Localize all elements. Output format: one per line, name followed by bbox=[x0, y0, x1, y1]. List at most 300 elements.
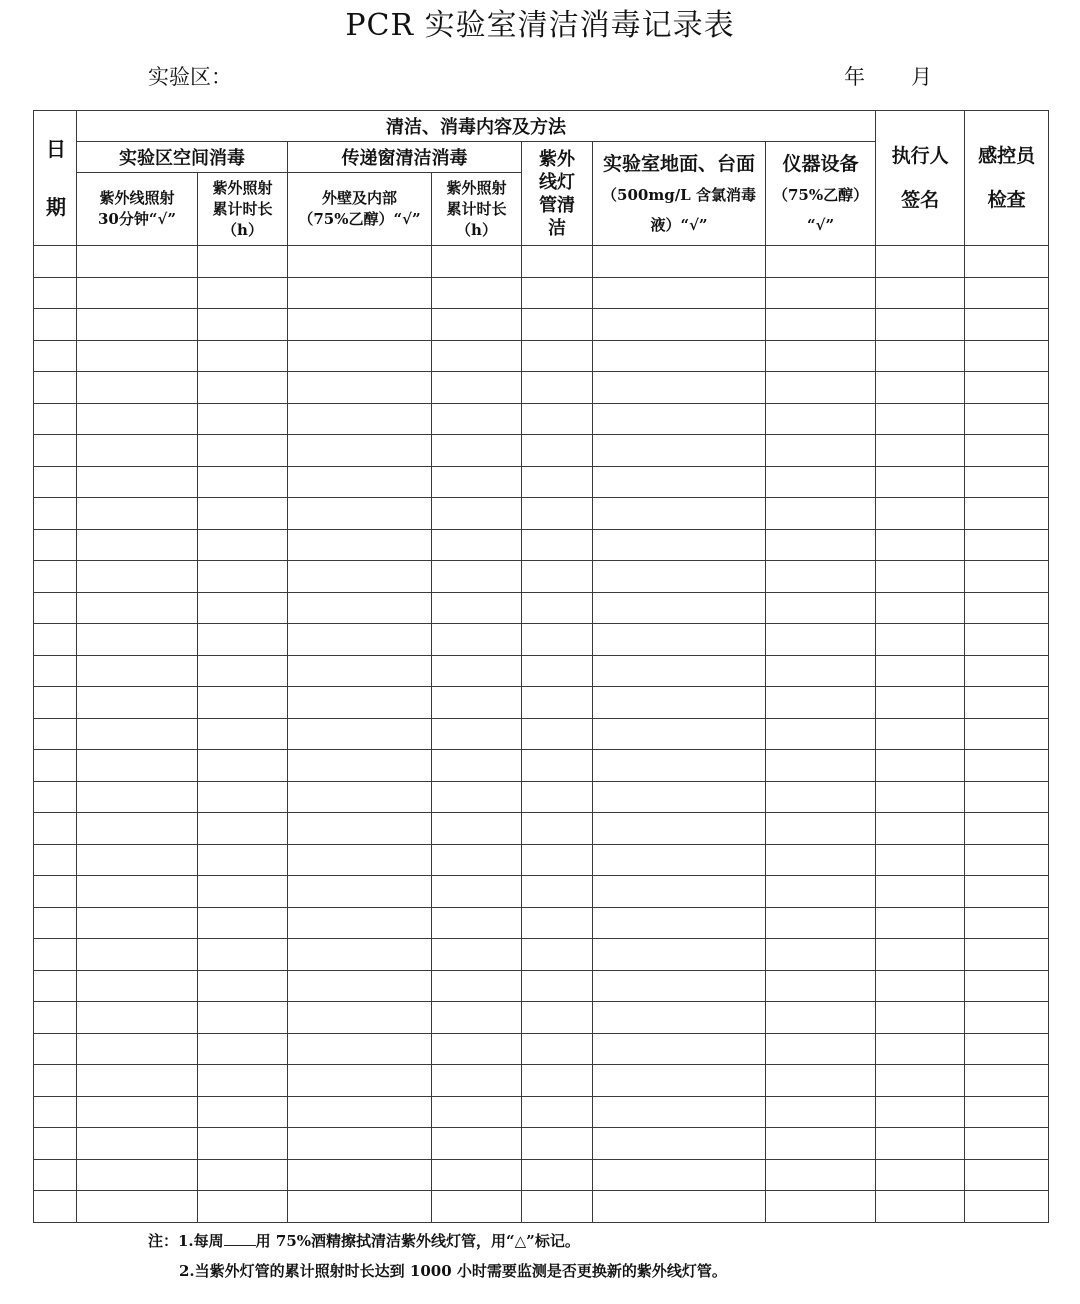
floor-cell[interactable] bbox=[593, 655, 766, 687]
space-hours-cell[interactable] bbox=[198, 340, 288, 372]
executor-cell[interactable] bbox=[876, 687, 965, 719]
executor-cell[interactable] bbox=[876, 592, 965, 624]
inspector-cell[interactable] bbox=[965, 907, 1049, 939]
instrument-cell[interactable] bbox=[766, 687, 876, 719]
window-hours-cell[interactable] bbox=[432, 592, 522, 624]
floor-cell[interactable] bbox=[593, 466, 766, 498]
window-wall-cell[interactable] bbox=[288, 939, 432, 971]
uv-lamp-cell[interactable] bbox=[522, 1159, 593, 1191]
inspector-cell[interactable] bbox=[965, 340, 1049, 372]
space-uv-cell[interactable] bbox=[77, 561, 198, 593]
instrument-cell[interactable] bbox=[766, 403, 876, 435]
date-cell[interactable] bbox=[34, 939, 77, 971]
floor-cell[interactable] bbox=[593, 372, 766, 404]
window-hours-cell[interactable] bbox=[432, 1128, 522, 1160]
window-wall-cell[interactable] bbox=[288, 466, 432, 498]
instrument-cell[interactable] bbox=[766, 624, 876, 656]
space-hours-cell[interactable] bbox=[198, 876, 288, 908]
space-uv-cell[interactable] bbox=[77, 844, 198, 876]
space-hours-cell[interactable] bbox=[198, 1033, 288, 1065]
window-wall-cell[interactable] bbox=[288, 529, 432, 561]
space-uv-cell[interactable] bbox=[77, 876, 198, 908]
space-hours-cell[interactable] bbox=[198, 1159, 288, 1191]
executor-cell[interactable] bbox=[876, 718, 965, 750]
window-hours-cell[interactable] bbox=[432, 781, 522, 813]
inspector-cell[interactable] bbox=[965, 750, 1049, 782]
executor-cell[interactable] bbox=[876, 561, 965, 593]
date-cell[interactable] bbox=[34, 1159, 77, 1191]
space-hours-cell[interactable] bbox=[198, 309, 288, 341]
window-wall-cell[interactable] bbox=[288, 246, 432, 278]
weekly-blank-field[interactable] bbox=[224, 1231, 256, 1246]
floor-cell[interactable] bbox=[593, 1128, 766, 1160]
date-cell[interactable] bbox=[34, 718, 77, 750]
date-cell[interactable] bbox=[34, 970, 77, 1002]
instrument-cell[interactable] bbox=[766, 372, 876, 404]
floor-cell[interactable] bbox=[593, 1191, 766, 1223]
uv-lamp-cell[interactable] bbox=[522, 592, 593, 624]
uv-lamp-cell[interactable] bbox=[522, 624, 593, 656]
instrument-cell[interactable] bbox=[766, 435, 876, 467]
instrument-cell[interactable] bbox=[766, 939, 876, 971]
executor-cell[interactable] bbox=[876, 246, 965, 278]
instrument-cell[interactable] bbox=[766, 907, 876, 939]
window-hours-cell[interactable] bbox=[432, 498, 522, 530]
floor-cell[interactable] bbox=[593, 435, 766, 467]
executor-cell[interactable] bbox=[876, 403, 965, 435]
inspector-cell[interactable] bbox=[965, 1065, 1049, 1097]
window-hours-cell[interactable] bbox=[432, 907, 522, 939]
window-hours-cell[interactable] bbox=[432, 813, 522, 845]
space-hours-cell[interactable] bbox=[198, 435, 288, 467]
executor-cell[interactable] bbox=[876, 939, 965, 971]
space-uv-cell[interactable] bbox=[77, 970, 198, 1002]
uv-lamp-cell[interactable] bbox=[522, 718, 593, 750]
instrument-cell[interactable] bbox=[766, 1002, 876, 1034]
date-cell[interactable] bbox=[34, 687, 77, 719]
window-hours-cell[interactable] bbox=[432, 718, 522, 750]
floor-cell[interactable] bbox=[593, 340, 766, 372]
inspector-cell[interactable] bbox=[965, 466, 1049, 498]
date-cell[interactable] bbox=[34, 1128, 77, 1160]
date-cell[interactable] bbox=[34, 1033, 77, 1065]
date-cell[interactable] bbox=[34, 561, 77, 593]
date-cell[interactable] bbox=[34, 781, 77, 813]
floor-cell[interactable] bbox=[593, 1159, 766, 1191]
space-hours-cell[interactable] bbox=[198, 939, 288, 971]
floor-cell[interactable] bbox=[593, 277, 766, 309]
uv-lamp-cell[interactable] bbox=[522, 876, 593, 908]
executor-cell[interactable] bbox=[876, 466, 965, 498]
window-wall-cell[interactable] bbox=[288, 1065, 432, 1097]
instrument-cell[interactable] bbox=[766, 1033, 876, 1065]
instrument-cell[interactable] bbox=[766, 970, 876, 1002]
window-hours-cell[interactable] bbox=[432, 876, 522, 908]
date-cell[interactable] bbox=[34, 403, 77, 435]
window-hours-cell[interactable] bbox=[432, 466, 522, 498]
uv-lamp-cell[interactable] bbox=[522, 939, 593, 971]
window-wall-cell[interactable] bbox=[288, 592, 432, 624]
window-wall-cell[interactable] bbox=[288, 781, 432, 813]
date-cell[interactable] bbox=[34, 844, 77, 876]
space-uv-cell[interactable] bbox=[77, 781, 198, 813]
space-uv-cell[interactable] bbox=[77, 1159, 198, 1191]
instrument-cell[interactable] bbox=[766, 246, 876, 278]
date-cell[interactable] bbox=[34, 1191, 77, 1223]
window-hours-cell[interactable] bbox=[432, 687, 522, 719]
space-hours-cell[interactable] bbox=[198, 529, 288, 561]
space-uv-cell[interactable] bbox=[77, 687, 198, 719]
window-hours-cell[interactable] bbox=[432, 844, 522, 876]
space-uv-cell[interactable] bbox=[77, 1002, 198, 1034]
executor-cell[interactable] bbox=[876, 655, 965, 687]
space-uv-cell[interactable] bbox=[77, 435, 198, 467]
uv-lamp-cell[interactable] bbox=[522, 1065, 593, 1097]
space-uv-cell[interactable] bbox=[77, 403, 198, 435]
executor-cell[interactable] bbox=[876, 340, 965, 372]
window-wall-cell[interactable] bbox=[288, 403, 432, 435]
date-cell[interactable] bbox=[34, 529, 77, 561]
window-wall-cell[interactable] bbox=[288, 1002, 432, 1034]
floor-cell[interactable] bbox=[593, 876, 766, 908]
space-hours-cell[interactable] bbox=[198, 1096, 288, 1128]
window-hours-cell[interactable] bbox=[432, 1191, 522, 1223]
window-hours-cell[interactable] bbox=[432, 529, 522, 561]
window-wall-cell[interactable] bbox=[288, 687, 432, 719]
window-hours-cell[interactable] bbox=[432, 561, 522, 593]
instrument-cell[interactable] bbox=[766, 277, 876, 309]
date-cell[interactable] bbox=[34, 907, 77, 939]
instrument-cell[interactable] bbox=[766, 750, 876, 782]
window-wall-cell[interactable] bbox=[288, 309, 432, 341]
window-hours-cell[interactable] bbox=[432, 1096, 522, 1128]
uv-lamp-cell[interactable] bbox=[522, 309, 593, 341]
uv-lamp-cell[interactable] bbox=[522, 403, 593, 435]
space-uv-cell[interactable] bbox=[77, 246, 198, 278]
executor-cell[interactable] bbox=[876, 876, 965, 908]
inspector-cell[interactable] bbox=[965, 718, 1049, 750]
date-cell[interactable] bbox=[34, 277, 77, 309]
floor-cell[interactable] bbox=[593, 781, 766, 813]
instrument-cell[interactable] bbox=[766, 1191, 876, 1223]
uv-lamp-cell[interactable] bbox=[522, 750, 593, 782]
date-cell[interactable] bbox=[34, 592, 77, 624]
space-uv-cell[interactable] bbox=[77, 1033, 198, 1065]
window-wall-cell[interactable] bbox=[288, 1128, 432, 1160]
inspector-cell[interactable] bbox=[965, 309, 1049, 341]
inspector-cell[interactable] bbox=[965, 246, 1049, 278]
space-uv-cell[interactable] bbox=[77, 1128, 198, 1160]
window-wall-cell[interactable] bbox=[288, 907, 432, 939]
floor-cell[interactable] bbox=[593, 750, 766, 782]
space-hours-cell[interactable] bbox=[198, 372, 288, 404]
inspector-cell[interactable] bbox=[965, 844, 1049, 876]
inspector-cell[interactable] bbox=[965, 1128, 1049, 1160]
executor-cell[interactable] bbox=[876, 781, 965, 813]
inspector-cell[interactable] bbox=[965, 655, 1049, 687]
window-wall-cell[interactable] bbox=[288, 435, 432, 467]
floor-cell[interactable] bbox=[593, 403, 766, 435]
floor-cell[interactable] bbox=[593, 970, 766, 1002]
window-wall-cell[interactable] bbox=[288, 844, 432, 876]
inspector-cell[interactable] bbox=[965, 1002, 1049, 1034]
space-hours-cell[interactable] bbox=[198, 624, 288, 656]
uv-lamp-cell[interactable] bbox=[522, 1128, 593, 1160]
executor-cell[interactable] bbox=[876, 277, 965, 309]
executor-cell[interactable] bbox=[876, 309, 965, 341]
inspector-cell[interactable] bbox=[965, 1191, 1049, 1223]
floor-cell[interactable] bbox=[593, 907, 766, 939]
window-hours-cell[interactable] bbox=[432, 403, 522, 435]
executor-cell[interactable] bbox=[876, 1033, 965, 1065]
floor-cell[interactable] bbox=[593, 1096, 766, 1128]
space-uv-cell[interactable] bbox=[77, 1096, 198, 1128]
floor-cell[interactable] bbox=[593, 246, 766, 278]
window-hours-cell[interactable] bbox=[432, 340, 522, 372]
window-hours-cell[interactable] bbox=[432, 624, 522, 656]
executor-cell[interactable] bbox=[876, 1065, 965, 1097]
window-hours-cell[interactable] bbox=[432, 750, 522, 782]
space-hours-cell[interactable] bbox=[198, 277, 288, 309]
date-cell[interactable] bbox=[34, 876, 77, 908]
floor-cell[interactable] bbox=[593, 813, 766, 845]
window-hours-cell[interactable] bbox=[432, 939, 522, 971]
date-cell[interactable] bbox=[34, 435, 77, 467]
window-wall-cell[interactable] bbox=[288, 1096, 432, 1128]
uv-lamp-cell[interactable] bbox=[522, 561, 593, 593]
floor-cell[interactable] bbox=[593, 498, 766, 530]
instrument-cell[interactable] bbox=[766, 529, 876, 561]
window-wall-cell[interactable] bbox=[288, 750, 432, 782]
window-hours-cell[interactable] bbox=[432, 435, 522, 467]
space-hours-cell[interactable] bbox=[198, 687, 288, 719]
inspector-cell[interactable] bbox=[965, 277, 1049, 309]
floor-cell[interactable] bbox=[593, 529, 766, 561]
window-wall-cell[interactable] bbox=[288, 655, 432, 687]
space-hours-cell[interactable] bbox=[198, 655, 288, 687]
instrument-cell[interactable] bbox=[766, 561, 876, 593]
window-hours-cell[interactable] bbox=[432, 277, 522, 309]
instrument-cell[interactable] bbox=[766, 1065, 876, 1097]
space-uv-cell[interactable] bbox=[77, 1191, 198, 1223]
space-uv-cell[interactable] bbox=[77, 372, 198, 404]
date-cell[interactable] bbox=[34, 246, 77, 278]
window-hours-cell[interactable] bbox=[432, 970, 522, 1002]
inspector-cell[interactable] bbox=[965, 403, 1049, 435]
window-hours-cell[interactable] bbox=[432, 1159, 522, 1191]
date-cell[interactable] bbox=[34, 309, 77, 341]
window-wall-cell[interactable] bbox=[288, 498, 432, 530]
inspector-cell[interactable] bbox=[965, 781, 1049, 813]
inspector-cell[interactable] bbox=[965, 876, 1049, 908]
inspector-cell[interactable] bbox=[965, 529, 1049, 561]
executor-cell[interactable] bbox=[876, 529, 965, 561]
uv-lamp-cell[interactable] bbox=[522, 435, 593, 467]
window-wall-cell[interactable] bbox=[288, 1191, 432, 1223]
instrument-cell[interactable] bbox=[766, 813, 876, 845]
space-uv-cell[interactable] bbox=[77, 340, 198, 372]
instrument-cell[interactable] bbox=[766, 781, 876, 813]
space-hours-cell[interactable] bbox=[198, 561, 288, 593]
space-hours-cell[interactable] bbox=[198, 844, 288, 876]
inspector-cell[interactable] bbox=[965, 561, 1049, 593]
window-wall-cell[interactable] bbox=[288, 340, 432, 372]
inspector-cell[interactable] bbox=[965, 592, 1049, 624]
date-cell[interactable] bbox=[34, 340, 77, 372]
floor-cell[interactable] bbox=[593, 1002, 766, 1034]
instrument-cell[interactable] bbox=[766, 1159, 876, 1191]
uv-lamp-cell[interactable] bbox=[522, 1096, 593, 1128]
date-cell[interactable] bbox=[34, 750, 77, 782]
inspector-cell[interactable] bbox=[965, 939, 1049, 971]
window-hours-cell[interactable] bbox=[432, 655, 522, 687]
space-uv-cell[interactable] bbox=[77, 309, 198, 341]
executor-cell[interactable] bbox=[876, 970, 965, 1002]
space-hours-cell[interactable] bbox=[198, 813, 288, 845]
inspector-cell[interactable] bbox=[965, 970, 1049, 1002]
instrument-cell[interactable] bbox=[766, 718, 876, 750]
instrument-cell[interactable] bbox=[766, 340, 876, 372]
space-uv-cell[interactable] bbox=[77, 466, 198, 498]
floor-cell[interactable] bbox=[593, 624, 766, 656]
executor-cell[interactable] bbox=[876, 498, 965, 530]
uv-lamp-cell[interactable] bbox=[522, 1033, 593, 1065]
space-hours-cell[interactable] bbox=[198, 1065, 288, 1097]
uv-lamp-cell[interactable] bbox=[522, 1191, 593, 1223]
executor-cell[interactable] bbox=[876, 750, 965, 782]
window-wall-cell[interactable] bbox=[288, 970, 432, 1002]
window-hours-cell[interactable] bbox=[432, 1002, 522, 1034]
executor-cell[interactable] bbox=[876, 1159, 965, 1191]
space-hours-cell[interactable] bbox=[198, 403, 288, 435]
space-uv-cell[interactable] bbox=[77, 718, 198, 750]
space-uv-cell[interactable] bbox=[77, 624, 198, 656]
floor-cell[interactable] bbox=[593, 1065, 766, 1097]
instrument-cell[interactable] bbox=[766, 844, 876, 876]
uv-lamp-cell[interactable] bbox=[522, 813, 593, 845]
uv-lamp-cell[interactable] bbox=[522, 907, 593, 939]
executor-cell[interactable] bbox=[876, 624, 965, 656]
floor-cell[interactable] bbox=[593, 687, 766, 719]
window-wall-cell[interactable] bbox=[288, 372, 432, 404]
space-uv-cell[interactable] bbox=[77, 592, 198, 624]
inspector-cell[interactable] bbox=[965, 687, 1049, 719]
instrument-cell[interactable] bbox=[766, 592, 876, 624]
inspector-cell[interactable] bbox=[965, 624, 1049, 656]
uv-lamp-cell[interactable] bbox=[522, 340, 593, 372]
date-cell[interactable] bbox=[34, 1002, 77, 1034]
window-hours-cell[interactable] bbox=[432, 372, 522, 404]
executor-cell[interactable] bbox=[876, 1191, 965, 1223]
space-hours-cell[interactable] bbox=[198, 1002, 288, 1034]
window-wall-cell[interactable] bbox=[288, 277, 432, 309]
inspector-cell[interactable] bbox=[965, 498, 1049, 530]
space-uv-cell[interactable] bbox=[77, 907, 198, 939]
inspector-cell[interactable] bbox=[965, 813, 1049, 845]
floor-cell[interactable] bbox=[593, 939, 766, 971]
executor-cell[interactable] bbox=[876, 1096, 965, 1128]
date-cell[interactable] bbox=[34, 1096, 77, 1128]
space-hours-cell[interactable] bbox=[198, 498, 288, 530]
floor-cell[interactable] bbox=[593, 844, 766, 876]
space-uv-cell[interactable] bbox=[77, 813, 198, 845]
uv-lamp-cell[interactable] bbox=[522, 529, 593, 561]
instrument-cell[interactable] bbox=[766, 498, 876, 530]
executor-cell[interactable] bbox=[876, 372, 965, 404]
space-uv-cell[interactable] bbox=[77, 529, 198, 561]
space-hours-cell[interactable] bbox=[198, 466, 288, 498]
space-uv-cell[interactable] bbox=[77, 1065, 198, 1097]
executor-cell[interactable] bbox=[876, 1002, 965, 1034]
window-wall-cell[interactable] bbox=[288, 624, 432, 656]
executor-cell[interactable] bbox=[876, 907, 965, 939]
floor-cell[interactable] bbox=[593, 561, 766, 593]
executor-cell[interactable] bbox=[876, 435, 965, 467]
space-uv-cell[interactable] bbox=[77, 750, 198, 782]
instrument-cell[interactable] bbox=[766, 466, 876, 498]
space-hours-cell[interactable] bbox=[198, 1128, 288, 1160]
window-hours-cell[interactable] bbox=[432, 1065, 522, 1097]
window-wall-cell[interactable] bbox=[288, 813, 432, 845]
space-hours-cell[interactable] bbox=[198, 781, 288, 813]
inspector-cell[interactable] bbox=[965, 435, 1049, 467]
date-cell[interactable] bbox=[34, 372, 77, 404]
floor-cell[interactable] bbox=[593, 718, 766, 750]
space-hours-cell[interactable] bbox=[198, 970, 288, 1002]
instrument-cell[interactable] bbox=[766, 1096, 876, 1128]
date-cell[interactable] bbox=[34, 1065, 77, 1097]
uv-lamp-cell[interactable] bbox=[522, 277, 593, 309]
space-uv-cell[interactable] bbox=[77, 655, 198, 687]
uv-lamp-cell[interactable] bbox=[522, 372, 593, 404]
instrument-cell[interactable] bbox=[766, 876, 876, 908]
uv-lamp-cell[interactable] bbox=[522, 970, 593, 1002]
floor-cell[interactable] bbox=[593, 1033, 766, 1065]
uv-lamp-cell[interactable] bbox=[522, 781, 593, 813]
floor-cell[interactable] bbox=[593, 592, 766, 624]
instrument-cell[interactable] bbox=[766, 309, 876, 341]
uv-lamp-cell[interactable] bbox=[522, 687, 593, 719]
space-hours-cell[interactable] bbox=[198, 750, 288, 782]
inspector-cell[interactable] bbox=[965, 1096, 1049, 1128]
space-uv-cell[interactable] bbox=[77, 277, 198, 309]
window-wall-cell[interactable] bbox=[288, 1033, 432, 1065]
inspector-cell[interactable] bbox=[965, 1033, 1049, 1065]
uv-lamp-cell[interactable] bbox=[522, 844, 593, 876]
space-uv-cell[interactable] bbox=[77, 939, 198, 971]
executor-cell[interactable] bbox=[876, 844, 965, 876]
window-wall-cell[interactable] bbox=[288, 1159, 432, 1191]
date-cell[interactable] bbox=[34, 655, 77, 687]
instrument-cell[interactable] bbox=[766, 655, 876, 687]
inspector-cell[interactable] bbox=[965, 1159, 1049, 1191]
floor-cell[interactable] bbox=[593, 309, 766, 341]
uv-lamp-cell[interactable] bbox=[522, 498, 593, 530]
date-cell[interactable] bbox=[34, 498, 77, 530]
uv-lamp-cell[interactable] bbox=[522, 655, 593, 687]
uv-lamp-cell[interactable] bbox=[522, 246, 593, 278]
window-wall-cell[interactable] bbox=[288, 718, 432, 750]
space-hours-cell[interactable] bbox=[198, 1191, 288, 1223]
window-hours-cell[interactable] bbox=[432, 246, 522, 278]
space-hours-cell[interactable] bbox=[198, 907, 288, 939]
window-hours-cell[interactable] bbox=[432, 1033, 522, 1065]
space-hours-cell[interactable] bbox=[198, 592, 288, 624]
executor-cell[interactable] bbox=[876, 813, 965, 845]
window-wall-cell[interactable] bbox=[288, 876, 432, 908]
instrument-cell[interactable] bbox=[766, 1128, 876, 1160]
window-wall-cell[interactable] bbox=[288, 561, 432, 593]
